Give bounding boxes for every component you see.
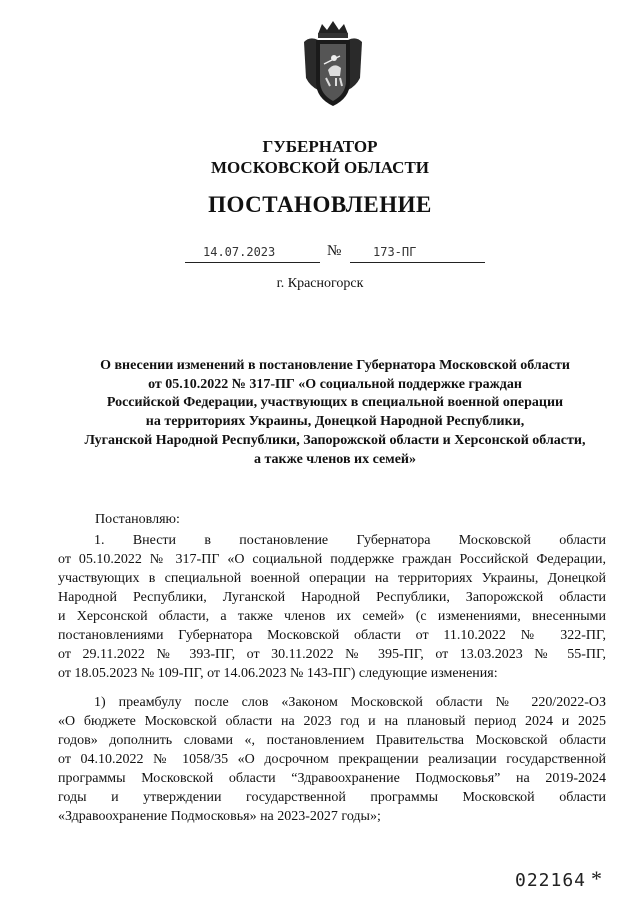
paragraph-line: «Здравоохранение Подмосковья» на 2023-2027 годы»; [58, 809, 381, 824]
document-city: г. Красногорск [276, 276, 364, 291]
document-date: 14.07.2023 [203, 245, 276, 259]
document-type-title: ПОСТАНОВЛЕНИЕ [208, 192, 432, 217]
resolution-intro: Постановляю: [95, 512, 180, 527]
paragraph-line: годов» дополнить словами «, постановлением Правительства Московской области [58, 733, 606, 748]
title-line: Луганской Народной Республики, Запорожской области и Херсонской области, [84, 432, 586, 448]
coat-of-arms-emblem [300, 20, 366, 110]
paragraph-1 [58, 531, 606, 683]
paragraph-line: 1) преамбулу после слов «Законом Московской области № 220/2022-ОЗ [94, 695, 606, 710]
number-sign: № [327, 243, 342, 259]
paragraph-line: «О бюджете Московской области на 2023 год и на плановый период 2024 и 2025 [58, 714, 606, 729]
paragraph-line: от 05.10.2022 № 317-ПГ «О социальной поддержке граждан Российской Федерации, [58, 552, 606, 567]
title-line: от 05.10.2022 № 317-ПГ «О социальной поддержке граждан [148, 376, 522, 392]
title-line: Российской Федерации, участвующих в специальной военной операции [106, 395, 564, 411]
document-number: 173-ПГ [373, 245, 417, 259]
paragraph-line: постановлениями Губернатора Московской области от 11.10.2022 № 322-ПГ, [58, 628, 606, 643]
paragraph-line: от 29.11.2022 № 393-ПГ, от 30.11.2022 № 395-ПГ, от 13.03.2023 № 55-ПГ, [58, 647, 606, 662]
paragraph-line: участвующих в специальной военной операции на территориях Украины, Донецкой [58, 571, 606, 586]
number-underline [350, 262, 485, 263]
paragraph-line: 1. Внести в постановление Губернатора Московской области [94, 533, 606, 548]
paragraph-line: от 18.05.2023 № 109-ПГ, от 14.06.2023 № 143-ПГ) следующие изменения: [58, 666, 498, 681]
document-subject-title [40, 357, 630, 469]
paragraph-line: годы и утверждении государственной программы Московской области [58, 790, 606, 805]
paragraph-line: Народной Республики, Луганской Народной Республики, Запорожской области [58, 590, 606, 605]
date-underline [185, 262, 320, 263]
paragraph-2 [58, 693, 606, 826]
governor-title: ГУБЕРНАТОР [262, 137, 378, 156]
title-line: на территориях Украины, Донецкой Народной Республики, [145, 414, 525, 430]
asterisk-mark: * [591, 866, 602, 891]
title-line: О внесении изменений в постановление Губернатора Московской области [100, 358, 570, 373]
paragraph-line: и Херсонской области, а также членов их семей» (с изменениями, внесенными [58, 609, 606, 624]
region-title: МОСКОВСКОЙ ОБЛАСТИ [210, 158, 430, 177]
serial-number: 022164 [515, 870, 587, 891]
title-line: а также членов их семей» [253, 451, 417, 467]
paragraph-line: программы Московской области “Здравоохранение Подмосковья” на 2019-2024 [58, 771, 606, 786]
paragraph-line: от 04.10.2022 № 1058/35 «О досрочном прекращении реализации государственной [58, 752, 606, 767]
